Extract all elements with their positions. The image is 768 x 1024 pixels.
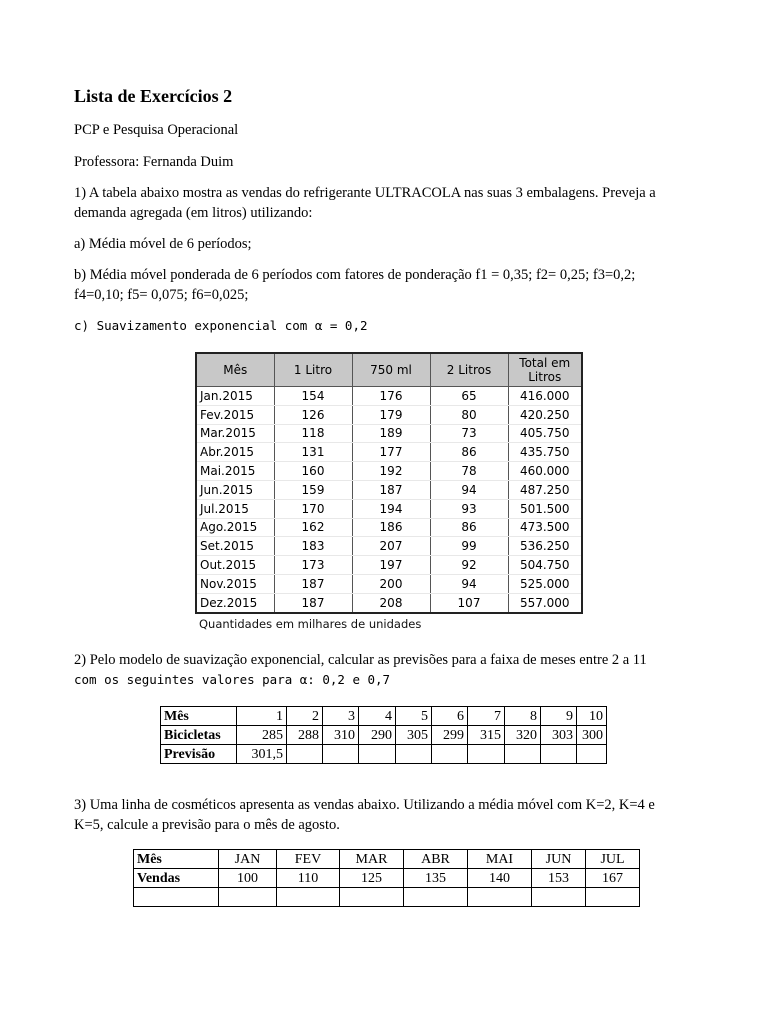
cell-1-litro: 126 [274, 405, 352, 424]
cell-2-litros: 94 [430, 480, 508, 499]
table-row [196, 480, 582, 499]
cell-total: 557.000 [508, 593, 582, 612]
q3-text-line1: 3) Uma linha de cosméticos apresenta as vendas abaixo. Utilizando a média móvel com K=2, K=4 e [74, 797, 655, 813]
cell-750ml: 177 [352, 443, 430, 462]
cell-1-litro: 131 [274, 443, 352, 462]
cell-2-litros: 94 [430, 574, 508, 593]
q2-month: 5 [396, 707, 432, 726]
q2-month: 3 [323, 707, 359, 726]
cell-mes: Ago.2015 [196, 518, 274, 537]
cell-total: 525.000 [508, 574, 582, 593]
q3-vendas-value: 100 [219, 869, 277, 888]
q2-text [74, 650, 704, 690]
table-row [196, 556, 582, 575]
table-header-row [196, 353, 582, 387]
course-name: PCP e Pesquisa Operacional [74, 122, 239, 138]
cell-750ml: 176 [352, 387, 430, 406]
q2-month: 4 [359, 707, 396, 726]
cell-total: 504.750 [508, 556, 582, 575]
professor-name: Professora: Fernanda Duim [74, 154, 234, 170]
q3-label-vendas: Vendas [134, 869, 219, 888]
q2-row-previsao [161, 745, 607, 764]
q2-bicicletas-value: 285 [237, 726, 287, 745]
q3-vendas-value: 125 [340, 869, 404, 888]
q3-row-vendas [134, 869, 640, 888]
q2-bicicletas-value: 305 [396, 726, 432, 745]
q1-item-b-line2: f4=0,10; f5= 0,075; f6=0,025; [74, 287, 249, 303]
q3-vendas-value: 167 [586, 869, 640, 888]
q2-label-mes: Mês [161, 707, 237, 726]
cell-mes: Nov.2015 [196, 574, 274, 593]
cell-1-litro: 187 [274, 593, 352, 612]
q2-month: 6 [432, 707, 468, 726]
q2-month: 1 [237, 707, 287, 726]
q3-row-mes [134, 850, 640, 869]
q3-text-line2: K=5, calcule a previsão para o mês de agosto. [74, 817, 340, 833]
cell-750ml: 207 [352, 537, 430, 556]
q2-month: 9 [541, 707, 577, 726]
cell-total: 473.500 [508, 518, 582, 537]
cell-mes: Abr.2015 [196, 443, 274, 462]
cell-1-litro: 162 [274, 518, 352, 537]
q3-month: MAR [340, 850, 404, 869]
q2-row-mes [161, 707, 607, 726]
cell-total: 501.500 [508, 499, 582, 518]
cell-2-litros: 80 [430, 405, 508, 424]
q2-bicicletas-value: 320 [505, 726, 541, 745]
page-title: Lista de Exercícios 2 [74, 86, 233, 106]
q1-text-line2: demanda agregada (em litros) utilizando: [74, 205, 313, 221]
cell-2-litros: 107 [430, 593, 508, 612]
cell-2-litros: 86 [430, 443, 508, 462]
table-note: Quantidades em milhares de unidades [199, 616, 422, 631]
q3-vendas-value: 110 [277, 869, 340, 888]
cell-mes: Dez.2015 [196, 593, 274, 612]
table-row [196, 462, 582, 481]
q2-month: 10 [577, 707, 607, 726]
q3-month: JAN [219, 850, 277, 869]
cell-750ml: 186 [352, 518, 430, 537]
q1-text-line1: 1) A tabela abaixo mostra as vendas do refrigerante ULTRACOLA nas suas 3 embalagens. Preveja a [74, 185, 656, 201]
cell-total: 405.750 [508, 424, 582, 443]
cell-750ml: 197 [352, 556, 430, 575]
cell-750ml: 208 [352, 593, 430, 612]
cell-mes: Mai.2015 [196, 462, 274, 481]
cell-1-litro: 173 [274, 556, 352, 575]
q2-month: 7 [468, 707, 505, 726]
header-1-litro: 1 Litro [274, 353, 352, 387]
cell-total: 487.250 [508, 480, 582, 499]
q3-month: FEV [277, 850, 340, 869]
q3-empty-cell [532, 888, 586, 907]
cell-1-litro: 187 [274, 574, 352, 593]
q2-previsao-cell [577, 745, 607, 764]
cell-1-litro: 160 [274, 462, 352, 481]
q2-bicicletas-value: 300 [577, 726, 607, 745]
bicicletas-table [160, 706, 607, 764]
q2-previsao-cell [359, 745, 396, 764]
q2-row-bicicletas [161, 726, 607, 745]
q2-label-bicicletas: Bicicletas [161, 726, 237, 745]
table-row [196, 405, 582, 424]
table-row [196, 574, 582, 593]
cell-mes: Fev.2015 [196, 405, 274, 424]
q3-vendas-value: 153 [532, 869, 586, 888]
table-row [196, 537, 582, 556]
q2-bicicletas-value: 288 [287, 726, 323, 745]
q3-row-empty [134, 888, 640, 907]
header-750ml: 750 ml [352, 353, 430, 387]
q2-bicicletas-value: 299 [432, 726, 468, 745]
q1-item-b-line1: b) Média móvel ponderada de 6 períodos com fatores de ponderação f1 = 0,35; f2= 0,25; f3=0,2; [74, 267, 636, 283]
table-row [196, 424, 582, 443]
cell-750ml: 189 [352, 424, 430, 443]
cell-1-litro: 154 [274, 387, 352, 406]
cell-2-litros: 78 [430, 462, 508, 481]
q2-previsao-cell [505, 745, 541, 764]
q3-month: ABR [404, 850, 468, 869]
q1-item-a: a) Média móvel de 6 períodos; [74, 236, 252, 252]
q2-previsao-value: 301,5 [237, 745, 287, 764]
q3-empty-cell [468, 888, 532, 907]
q3-empty-cell [134, 888, 219, 907]
q2-previsao-cell [287, 745, 323, 764]
table-row [196, 593, 582, 612]
q3-month: MAI [468, 850, 532, 869]
table-row [196, 518, 582, 537]
cell-2-litros: 92 [430, 556, 508, 575]
q2-month: 2 [287, 707, 323, 726]
cell-total: 460.000 [508, 462, 582, 481]
cell-1-litro: 118 [274, 424, 352, 443]
q2-previsao-cell [396, 745, 432, 764]
cell-1-litro: 159 [274, 480, 352, 499]
q2-month: 8 [505, 707, 541, 726]
cell-750ml: 200 [352, 574, 430, 593]
q2-bicicletas-value: 303 [541, 726, 577, 745]
q1-text [74, 183, 704, 223]
cell-750ml: 194 [352, 499, 430, 518]
cell-total: 420.250 [508, 405, 582, 424]
q3-text [74, 795, 704, 835]
cosmeticos-table [133, 849, 640, 907]
q3-label-mes: Mês [134, 850, 219, 869]
q3-empty-cell [340, 888, 404, 907]
q2-text-line2: com os seguintes valores para α: 0,2 e 0,7 [74, 672, 391, 687]
table-row [196, 499, 582, 518]
ultracola-sales-table [195, 352, 583, 614]
q1-item-c: c) Suavizamento exponencial com α = 0,2 [74, 318, 368, 333]
cell-mes: Out.2015 [196, 556, 274, 575]
q3-empty-cell [404, 888, 468, 907]
cell-1-litro: 183 [274, 537, 352, 556]
header-2-litros: 2 Litros [430, 353, 508, 387]
table-row [196, 387, 582, 406]
q3-empty-cell [219, 888, 277, 907]
cell-750ml: 192 [352, 462, 430, 481]
cell-2-litros: 65 [430, 387, 508, 406]
q2-label-previsao: Previsão [161, 745, 237, 764]
q3-month: JUL [586, 850, 640, 869]
q2-text-line1: 2) Pelo modelo de suavização exponencial, calcular as previsões para a faixa de meses entre 2 a 11 [74, 652, 647, 668]
q2-bicicletas-value: 290 [359, 726, 396, 745]
cell-750ml: 179 [352, 405, 430, 424]
sales-table-image [195, 352, 583, 631]
q3-month: JUN [532, 850, 586, 869]
cell-total: 416.000 [508, 387, 582, 406]
cell-2-litros: 86 [430, 518, 508, 537]
q2-previsao-cell [323, 745, 359, 764]
q3-vendas-value: 135 [404, 869, 468, 888]
cell-mes: Mar.2015 [196, 424, 274, 443]
cell-mes: Set.2015 [196, 537, 274, 556]
cell-mes: Jan.2015 [196, 387, 274, 406]
cell-2-litros: 73 [430, 424, 508, 443]
q2-previsao-cell [468, 745, 505, 764]
cell-2-litros: 99 [430, 537, 508, 556]
q3-empty-cell [277, 888, 340, 907]
q3-vendas-value: 140 [468, 869, 532, 888]
cell-mes: Jul.2015 [196, 499, 274, 518]
q2-previsao-cell [541, 745, 577, 764]
cell-total: 435.750 [508, 443, 582, 462]
q2-bicicletas-value: 310 [323, 726, 359, 745]
cell-mes: Jun.2015 [196, 480, 274, 499]
cell-1-litro: 170 [274, 499, 352, 518]
header-mes: Mês [196, 353, 274, 387]
cell-2-litros: 93 [430, 499, 508, 518]
q2-previsao-cell [432, 745, 468, 764]
q2-bicicletas-value: 315 [468, 726, 505, 745]
cell-total: 536.250 [508, 537, 582, 556]
q3-empty-cell [586, 888, 640, 907]
table-row [196, 443, 582, 462]
cell-750ml: 187 [352, 480, 430, 499]
header-total: Total em Litros [508, 353, 582, 387]
q1-item-b [74, 265, 704, 305]
